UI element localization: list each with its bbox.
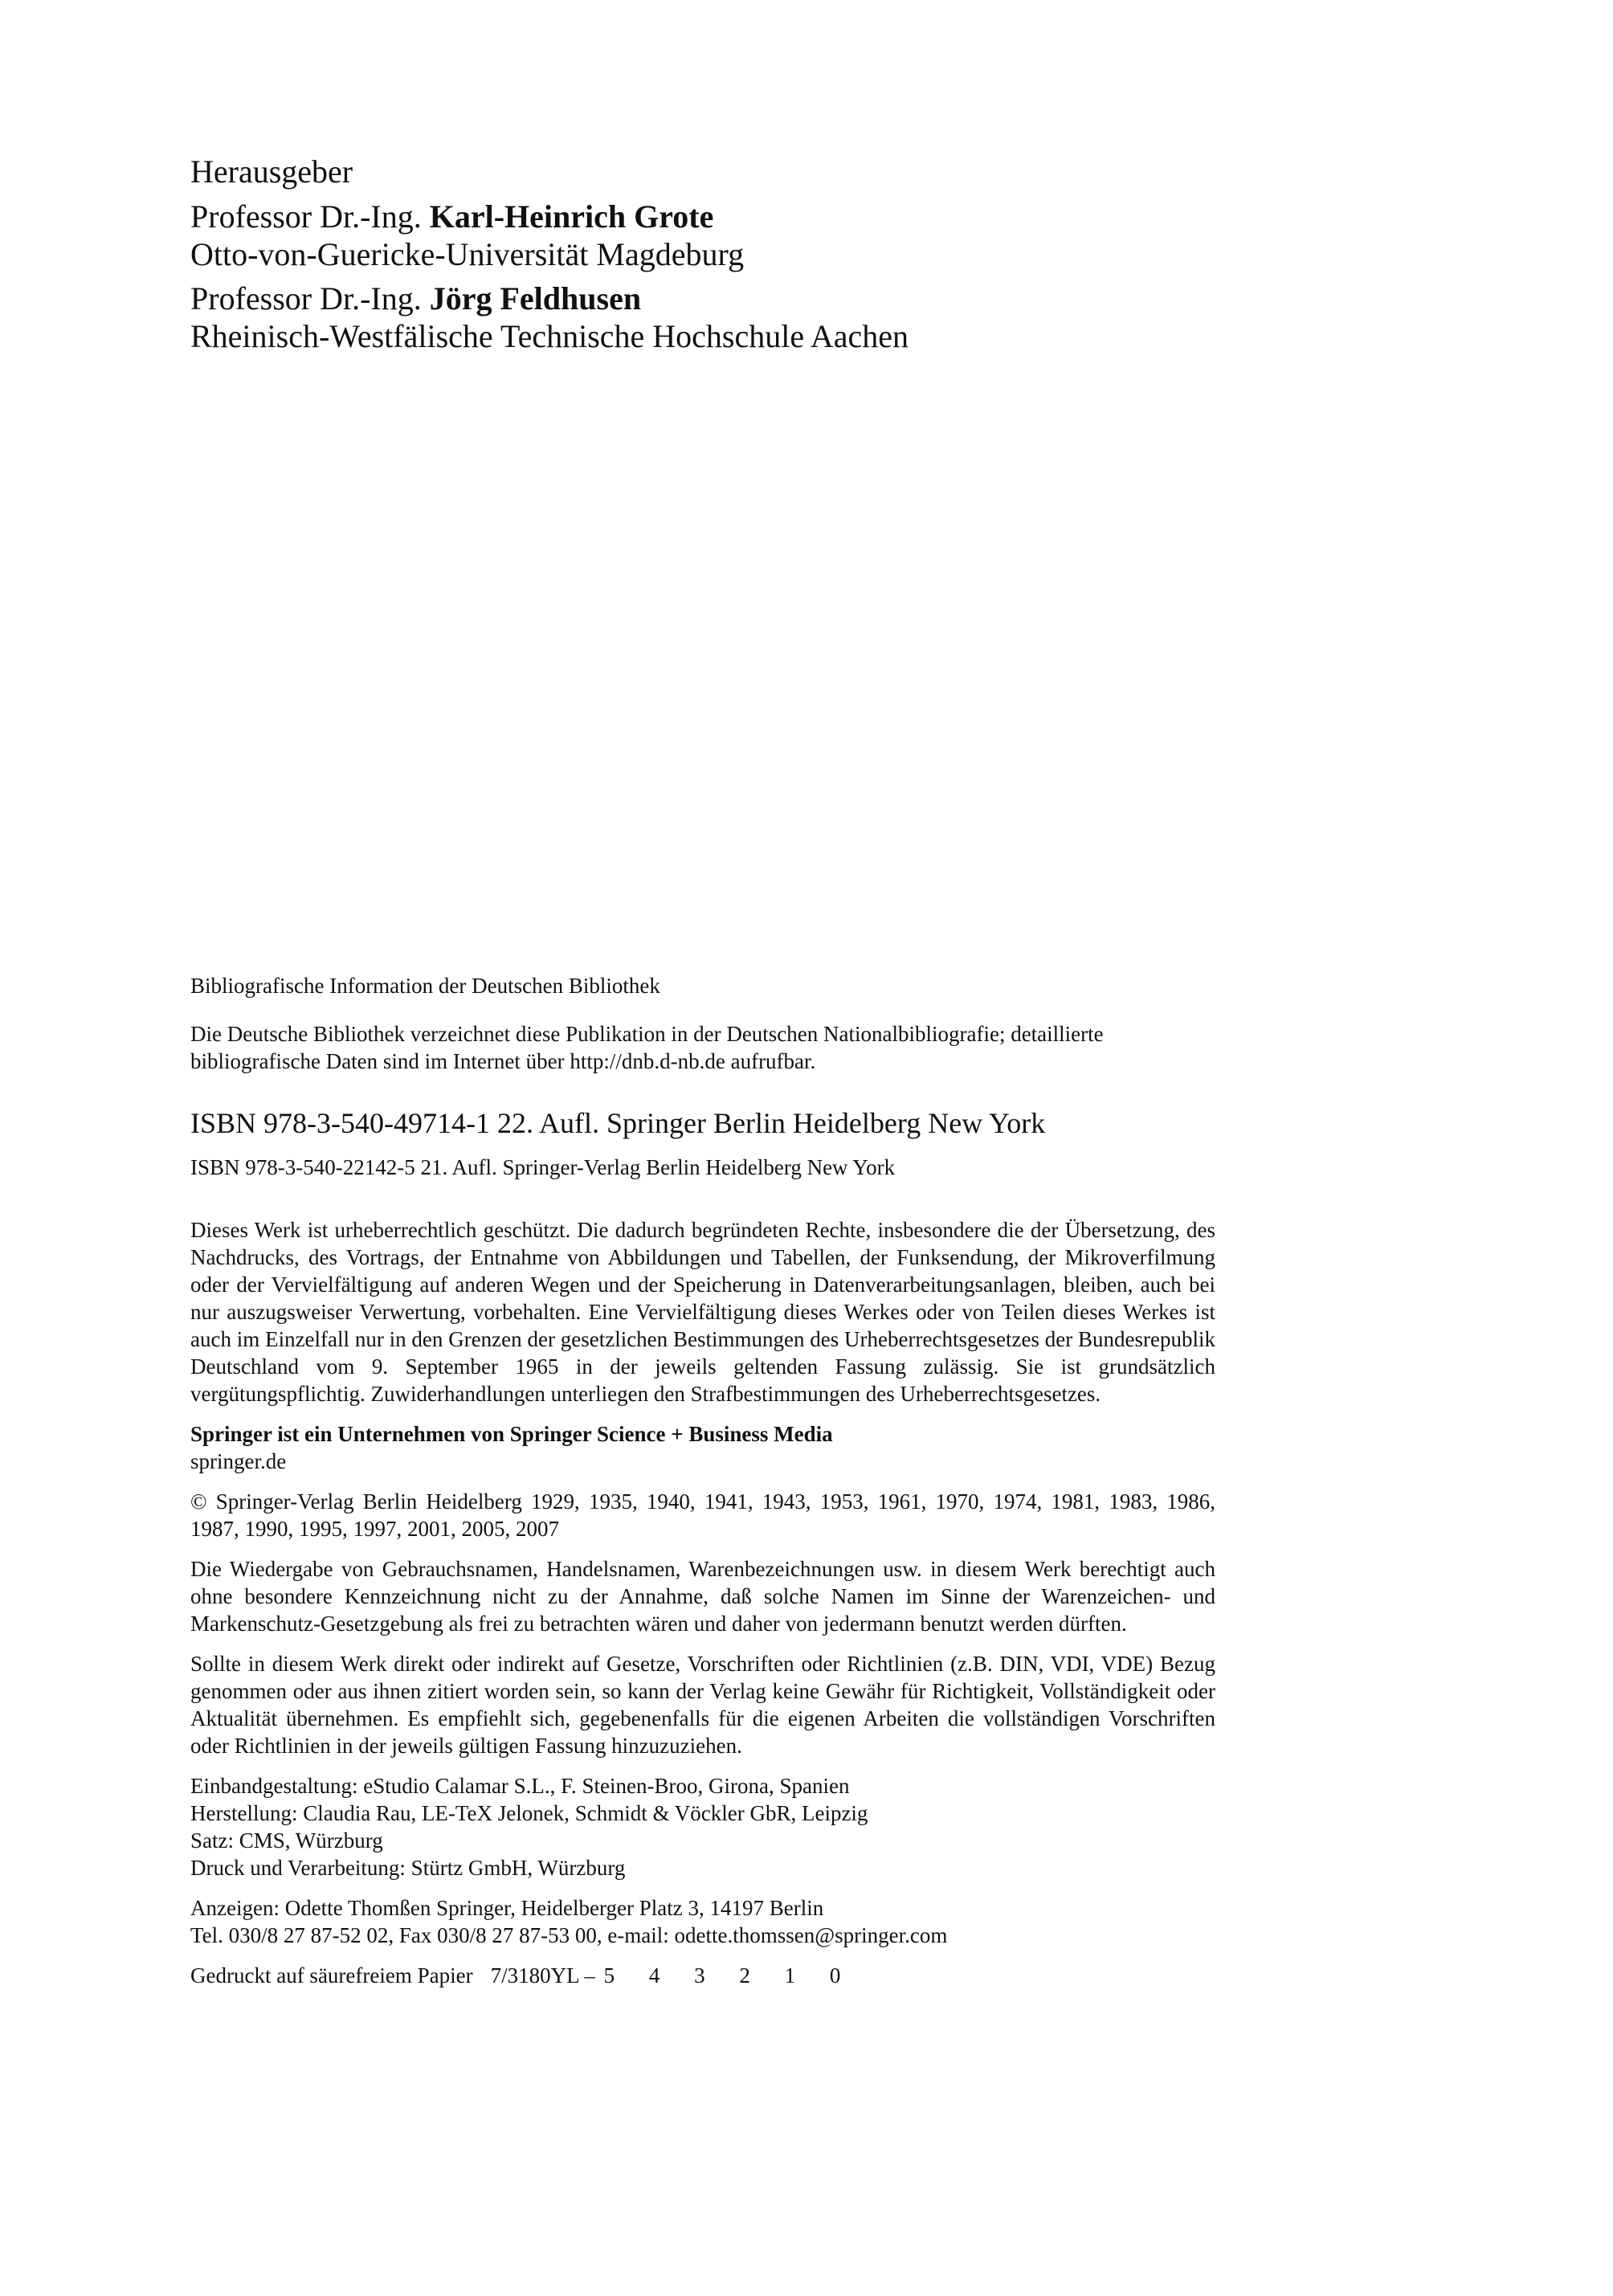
trademark-notice: Die Wiedergabe von Gebrauchsnamen, Handelsnamen, Warenbezeichnungen usw. in diesem Werk berechtigt auch ohne besondere Kennzeichnung nicht zu der Annahme, daß solche Namen im Sinne der Warenzeichen- und Markenschutz-Gesetzgebung als frei zu betrachten wären und daher von jedermann benutzt werden dürften.	[190, 1557, 1215, 1636]
editor-1	[190, 198, 1395, 273]
isbn-main: ISBN 978-3-540-49714-1 22. Aufl. Springer Berlin Heidelberg New York	[190, 1107, 1046, 1139]
editors-label: Herausgeber	[190, 153, 353, 190]
printed-on	[190, 1962, 1215, 1989]
imprint-block	[190, 972, 1215, 1989]
publisher-statement: Springer ist ein Unternehmen von Springer Science + Business Media	[190, 1422, 833, 1446]
editor-2-name: Jörg Feldhusen	[429, 280, 642, 317]
editor-1-name-line	[190, 198, 1395, 236]
editor-2-institution: Rheinisch-Westfälische Technische Hochschule Aachen	[190, 318, 909, 354]
print-run-digits: 5 4 3 2 1 0	[603, 1963, 856, 1988]
editor-2-title: Professor Dr.-Ing.	[190, 280, 422, 317]
typesetting-credit: Satz: CMS, Würzburg	[190, 1828, 383, 1853]
cover-credit: Einbandgestaltung: eStudio Calamar S.L., F. Steinen-Broo, Girona, Spanien	[190, 1774, 850, 1798]
editor-2	[190, 280, 1395, 355]
isbn-previous: ISBN 978-3-540-22142-5 21. Aufl. Springer-Verlag Berlin Heidelberg New York	[190, 1155, 896, 1179]
editor-2-name-line	[190, 280, 1395, 318]
advertising-line-1: Anzeigen: Odette Thomßen Springer, Heidelberger Platz 3, 14197 Berlin	[190, 1896, 824, 1920]
liability-notice: Sollte in diesem Werk direkt oder indirekt auf Gesetze, Vorschriften oder Richtlinien (z.B. DIN, VDI, VDE) Bezug genommen oder aus ihnen zitiert worden sein, so kann der Verlag keine Gewähr für Richtigkeit, Vollständigkeit oder Aktualität übernehmen. Es empfiehlt sich, gegebenenfalls für die eigenen Arbeiten die vollständigen Vorschriften oder Richtlinien in der jeweils gültigen Fassung hinzuzuziehen.	[190, 1652, 1215, 1758]
bibliography-text: Die Deutsche Bibliothek verzeichnet diese Publikation in der Deutschen Nationalbibliografie; detaillierte bibliografische Daten sind im Internet über http://dnb.d-nb.de aufrufbar.	[190, 1022, 1104, 1073]
editor-1-institution: Otto-von-Guericke-Universität Magdeburg	[190, 236, 745, 272]
advertising-line-2: Tel. 030/8 27 87-52 02, Fax 030/8 27 87-53 00, e-mail: odette.thomssen@springer.com	[190, 1923, 948, 1947]
publisher-website: springer.de	[190, 1449, 287, 1473]
editor-1-name: Karl-Heinrich Grote	[429, 198, 714, 235]
editors-block	[190, 153, 1395, 355]
manufacturing-credit: Herstellung: Claudia Rau, LE-TeX Jelonek, Schmidt & Vöckler GbR, Leipzig	[190, 1801, 868, 1825]
paper-note: Gedruckt auf säurefreiem Papier	[190, 1963, 473, 1988]
printing-credit: Druck und Verarbeitung: Stürtz GmbH, Würzburg	[190, 1856, 626, 1880]
copyright-notice: Dieses Werk ist urheberrechtlich geschützt. Die dadurch begründeten Rechte, insbesondere die der Übersetzung, des Nachdrucks, des Vortrags, der Entnahme von Abbildungen und Tabellen, der Funksendung, der Mikroverfilmung oder der Vervielfältigung auf anderen Wegen und der Speicherung in Datenverarbeitungsanlagen, bleiben, auch bei nur auszugsweiser Verwertung, vorbehalten. Eine Vervielfältigung dieses Werkes oder von Teilen dieses Werkes ist auch im Einzelfall nur in den Grenzen der gesetzlichen Bestimmungen des Urheberrechtsgesetzes der Bundesrepublik Deutschland vom 9. September 1965 in der jeweils geltenden Fassung zulässig. Sie ist grundsätzlich vergütungspflichtig. Zuwiderhandlungen unterliegen den Strafbestimmungen des Urheberrechtsgesetzes.	[190, 1218, 1215, 1406]
production-credits	[190, 1772, 1215, 1881]
editor-1-title: Professor Dr.-Ing.	[190, 198, 422, 235]
print-code: 7/3180YL –	[490, 1963, 601, 1988]
bibliography-heading: Bibliografische Information der Deutschen Bibliothek	[190, 974, 660, 998]
copyright-line: © Springer-Verlag Berlin Heidelberg 1929, 1935, 1940, 1941, 1943, 1953, 1961, 1970, 1974, 1981, 1983, 1986, 1987, 1990, 1995, 1997, 2001, 2005, 2007	[190, 1489, 1215, 1541]
advertising-contact	[190, 1894, 1215, 1949]
